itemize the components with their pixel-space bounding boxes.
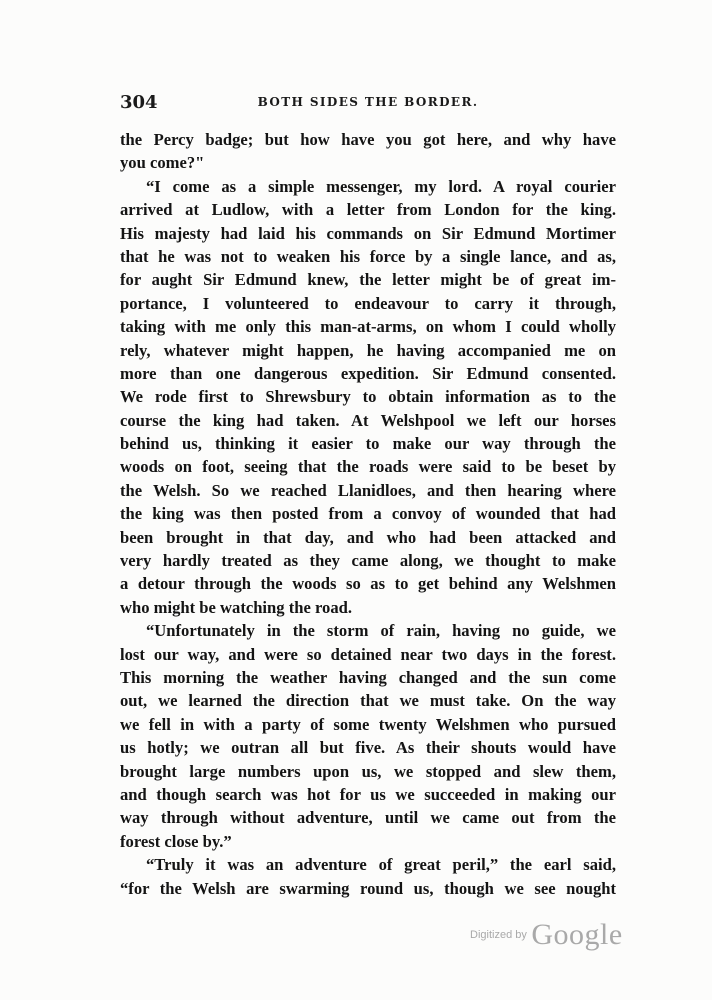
- text-line: behind us, thinking it easier to make our way through the: [120, 434, 616, 454]
- text-line: been brought in that day, and who had been attacked and: [120, 527, 616, 547]
- text-line: the Percy badge; but how have you got here, and why have: [120, 130, 616, 149]
- text-line: We rode first to Shrewsbury to obtain information as to the: [120, 387, 616, 407]
- text-line: “Unfortunately in the storm of rain, having no guide, we: [146, 621, 616, 641]
- text-line: the Welsh. So we reached Llanidloes, and then hearing where: [120, 480, 616, 500]
- text-line: rely, whatever might happen, he having accompanied me on: [120, 340, 616, 360]
- text-line: lost our way, and were so detained near two days in the forest.: [120, 644, 616, 664]
- page-number: 304: [120, 92, 158, 113]
- text-line: His majesty had laid his commands on Sir Edmund Mortimer: [120, 223, 616, 243]
- text-line: out, we learned the direction that we must take. On the way: [120, 691, 616, 711]
- text-line: who might be watching the road.: [120, 597, 353, 617]
- text-line: brought large numbers upon us, we stopped and slew them,: [120, 761, 616, 781]
- text-line: for aught Sir Edmund knew, the letter might be of great im-: [120, 270, 616, 290]
- text-line: us hotly; we outran all but five. As their shouts would have: [120, 738, 616, 758]
- watermark-prefix: Digitized by: [470, 929, 527, 941]
- body-text: [120, 128, 616, 900]
- text-line: you come?": [120, 153, 205, 173]
- text-line: the king was then posted from a convoy of wounded that had: [120, 504, 616, 524]
- text-line: more than one dangerous expedition. Sir Edmund consented.: [120, 363, 616, 383]
- text-line: portance, I volunteered to endeavour to carry it through,: [120, 293, 616, 313]
- text-line: arrived at Ludlow, with a letter from London for the king.: [120, 200, 616, 220]
- text-line: that he was not to weaken his force by a single lance, and as,: [120, 246, 616, 266]
- text-line: woods on foot, seeing that the roads were said to be beset by: [120, 457, 616, 477]
- running-title: BOTH SIDES THE BORDER.: [257, 95, 479, 109]
- text-line: “Truly it was an adventure of great peril,” the earl said,: [146, 855, 616, 875]
- text-line: and though search was hot for us we succeeded in making our: [120, 784, 616, 804]
- text-line: way through without adventure, until we came out from the: [120, 808, 616, 828]
- google-logo: Google: [531, 918, 623, 951]
- text-line: course the king had taken. At Welshpool we left our horses: [120, 410, 616, 430]
- text-line: “for the Welsh are swarming round us, though we see nought: [120, 878, 616, 898]
- text-line: “I come as a simple messenger, my lord. A royal courier: [146, 176, 616, 196]
- text-line: This morning the weather having changed and the sun come: [120, 667, 616, 687]
- text-line: a detour through the woods so as to get behind any Welshmen: [120, 574, 616, 594]
- text-line: taking with me only this man-at-arms, on whom I could wholly: [120, 317, 616, 337]
- digitized-by-google-watermark: [470, 918, 623, 958]
- text-line: we fell in with a party of some twenty Welshmen who pursued: [120, 714, 616, 734]
- text-line: very hardly treated as they came along, we thought to make: [120, 551, 616, 571]
- text-line: forest close by.”: [120, 831, 232, 851]
- page-header: [120, 92, 616, 116]
